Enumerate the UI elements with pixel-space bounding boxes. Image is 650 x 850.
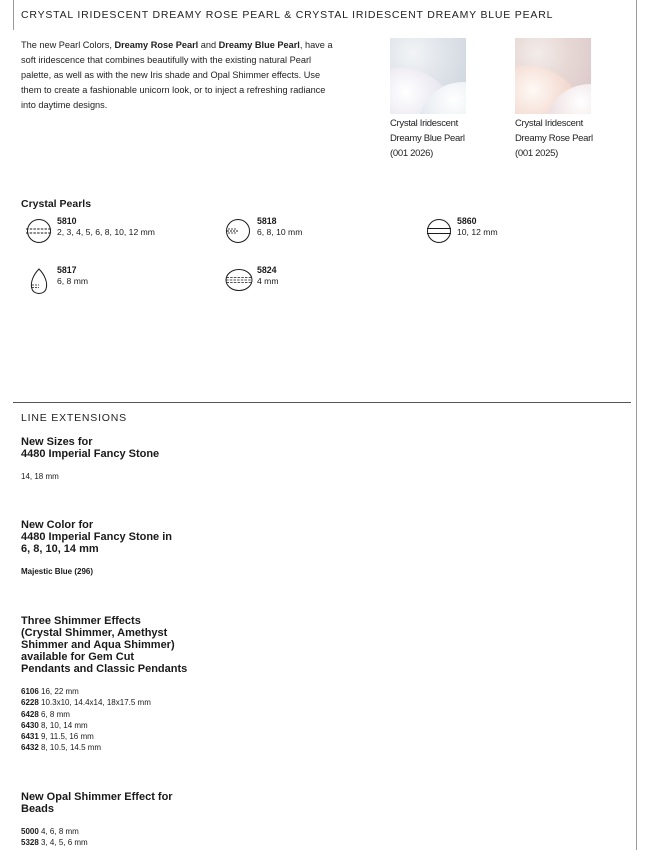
shimmer-pendants-list	[21, 686, 151, 754]
opal-shimmer-heading: New Opal Shimmer Effect for Beads	[21, 791, 173, 815]
new-color-info: Majestic Blue (296)	[21, 567, 94, 576]
round-pearl-icon	[25, 218, 53, 244]
half-drilled-pearl-icon	[225, 218, 253, 244]
new-color-heading: New Color for 4480 Imperial Fancy Stone in 6, 8, 10, 14 mm	[21, 519, 173, 555]
dreamy-rose-pearl-label: Crystal Iridescent Dreamy Rose Pearl (001 2025)	[515, 118, 593, 159]
dreamy-rose-pearl-swatch	[515, 38, 591, 114]
new-sizes-info: 14, 18 mm	[21, 472, 59, 481]
pearl-sizes: 2, 3, 4, 5, 6, 8, 10, 12 mm	[57, 227, 155, 237]
dreamy-rose-pearl-name: Dreamy Rose Pearl	[114, 40, 199, 50]
dreamy-blue-pearl-name: Dreamy Blue Pearl	[218, 40, 300, 50]
oval-pearl-icon	[225, 267, 255, 293]
pearl-code: 5824	[257, 265, 277, 275]
page-border-left	[13, 0, 14, 30]
drop-pearl-icon	[25, 267, 53, 297]
page-border	[636, 0, 637, 850]
list-item: 6432 8, 10.5, 14.5 mm	[21, 743, 102, 753]
shimmer-effects-heading: Three Shimmer Effects (Crystal Shimmer, Amethyst Shimmer and Aqua Shimmer) available for Gem Cut Pendants and Classic Pendants	[21, 615, 188, 675]
list-item: 5000 4, 6, 8 mm	[21, 827, 79, 836]
pearl-code: 5818	[257, 216, 277, 226]
page-title: CRYSTAL IRIDESCENT DREAMY ROSE PEARL & CRYSTAL IRIDESCENT DREAMY BLUE PEARL	[21, 9, 554, 21]
pearl-sizes: 4 mm	[257, 276, 279, 286]
dreamy-blue-pearl-swatch	[390, 38, 466, 114]
pearl-code: 5860	[457, 216, 477, 226]
pearl-code: 5817	[57, 265, 77, 275]
pearl-code: 5810	[57, 216, 77, 226]
list-item: 6430 8, 10, 14 mm	[21, 720, 88, 730]
crystal-pearls-heading: Crystal Pearls	[21, 198, 92, 210]
line-extensions-title: LINE EXTENSIONS	[21, 412, 127, 424]
round-pearl-large-hole-icon	[425, 218, 453, 244]
pearl-sizes: 6, 8 mm	[57, 276, 89, 286]
list-item: 6428 6, 8 mm	[21, 709, 70, 719]
list-item: 6431 9, 11.5, 16 mm	[21, 732, 94, 742]
opal-beads-list	[21, 826, 88, 849]
list-item: 6106 16, 22 mm	[21, 687, 79, 696]
list-item: 6228 10.3x10, 14.4x14, 18x17.5 mm	[21, 698, 151, 708]
section-divider	[13, 402, 631, 403]
pearl-sizes: 6, 8, 10 mm	[257, 227, 303, 237]
list-item: 5328 3, 4, 5, 6 mm	[21, 838, 88, 848]
new-sizes-heading: New Sizes for 4480 Imperial Fancy Stone	[21, 436, 160, 460]
intro-paragraph: The new Pearl Colors, Dreamy Rose Pearl and Dreamy Blue Pearl, have a soft iridescence that combines beautifully with the existing natural Pearl palette, as well as with the new Iris shade and Opal Shimmer effects. Use them to create a fashionable unicorn look, or to inject a refreshing radiance into daytime designs.	[21, 40, 333, 110]
dreamy-blue-pearl-label: Crystal Iridescent Dreamy Blue Pearl (001 2026)	[390, 118, 465, 159]
pearl-sizes: 10, 12 mm	[457, 227, 498, 237]
